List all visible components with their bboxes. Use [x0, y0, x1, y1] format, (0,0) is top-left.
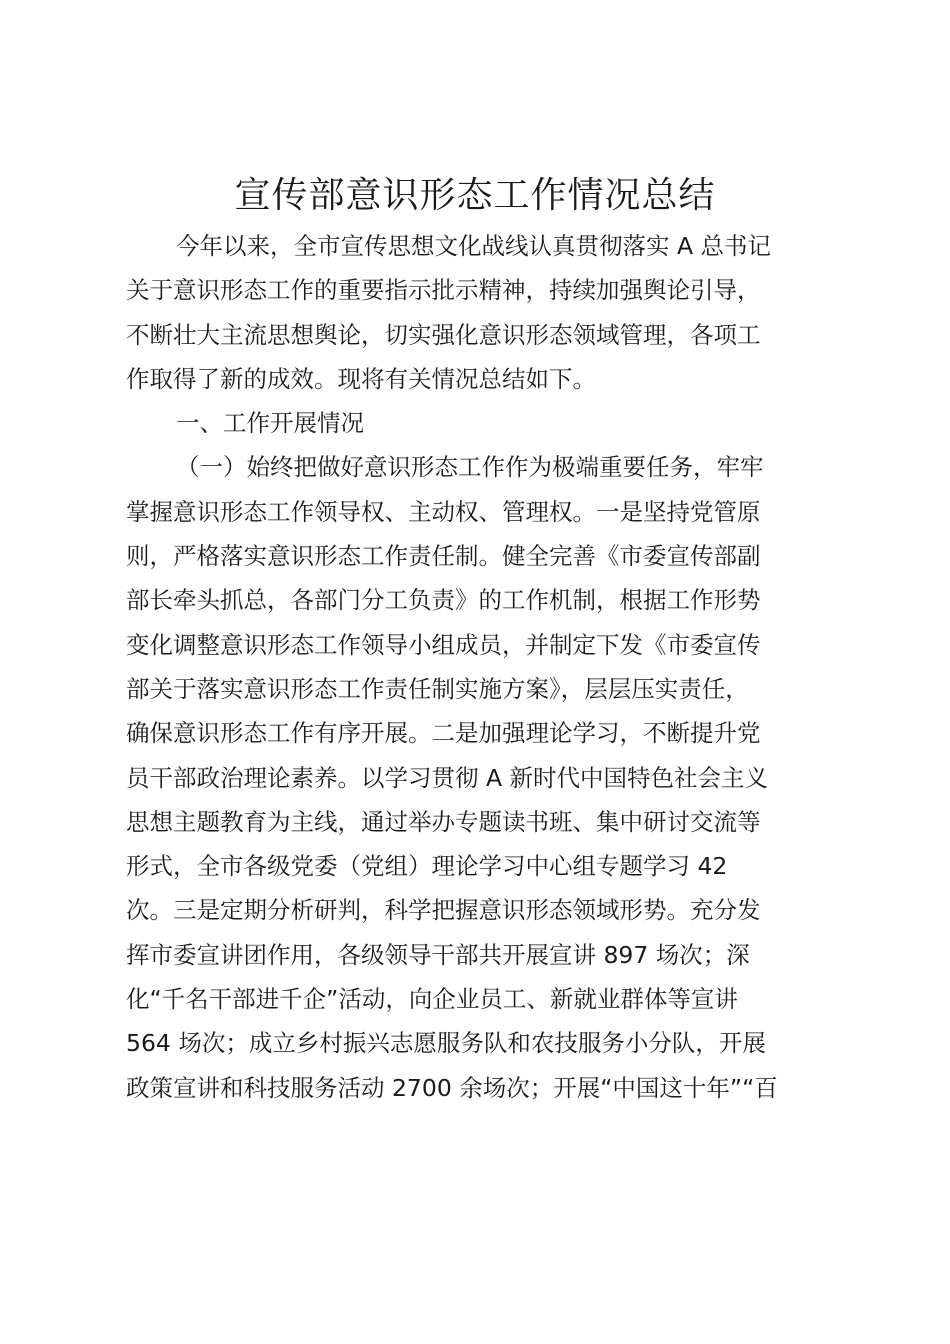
- paragraph-line: 部关于落实意识形态工作责任制实施方案》，层层压实责任，: [126, 674, 749, 703]
- paragraph-line: 关于意识形态工作的重要指示批示精神，持续加强舆论引导，: [126, 276, 761, 305]
- paragraph-line: 化“千名干部进千企”活动，向企业员工、新就业群体等宣讲: [126, 985, 738, 1014]
- paragraph-line: 确保意识形态工作有序开展。二是加强理论学习，不断提升党: [126, 719, 761, 748]
- section-heading: 一、工作开展情况: [176, 409, 364, 438]
- paragraph-line: 部长牵头抓总，各部门分工负责》的工作机制，根据工作形势: [126, 586, 761, 615]
- document-title: 宣传部意识形态工作情况总结: [234, 175, 716, 216]
- paragraph-line: 作取得了新的成效。现将有关情况总结如下。: [126, 364, 596, 393]
- paragraph-line: 政策宣讲和科技服务活动 2700 余场次；开展“中国这十年”“百: [126, 1073, 778, 1102]
- paragraph-line: 今年以来，全市宣传思想文化战线认真贯彻落实 A 总书记: [176, 232, 772, 260]
- paragraph-line: 变化调整意识形态工作领导小组成员，并制定下发《市委宣传: [126, 630, 761, 659]
- paragraph-line: 掌握意识形态工作领导权、主动权、管理权。一是坚持党管原: [126, 497, 761, 526]
- paragraph-line: （一）始终把做好意识形态工作作为极端重要任务，牢牢: [176, 453, 764, 482]
- paragraph-line: 次。三是定期分析研判，科学把握意识形态领域形势。充分发: [126, 896, 761, 925]
- paragraph-line: 形式，全市各级党委（党组）理论学习中心组专题学习 42: [126, 852, 728, 881]
- paragraph-line: 564 场次；成立乡村振兴志愿服务队和农技服务小分队，开展: [126, 1029, 766, 1058]
- paragraph-line: 不断壮大主流思想舆论，切实强化意识形态领域管理，各项工: [126, 320, 761, 349]
- paragraph-line: 则，严格落实意识形态工作责任制。健全完善《市委宣传部副: [126, 542, 761, 571]
- paragraph-line: 思想主题教育为主线，通过举办专题读书班、集中研讨交流等: [126, 807, 761, 836]
- document-body: [126, 224, 846, 1110]
- paragraph-line: 挥市委宣讲团作用，各级领导干部共开展宣讲 897 场次；深: [126, 940, 750, 969]
- paragraph-line: 员干部政治理论素养。以学习贯彻 A 新时代中国特色社会主义: [126, 763, 769, 792]
